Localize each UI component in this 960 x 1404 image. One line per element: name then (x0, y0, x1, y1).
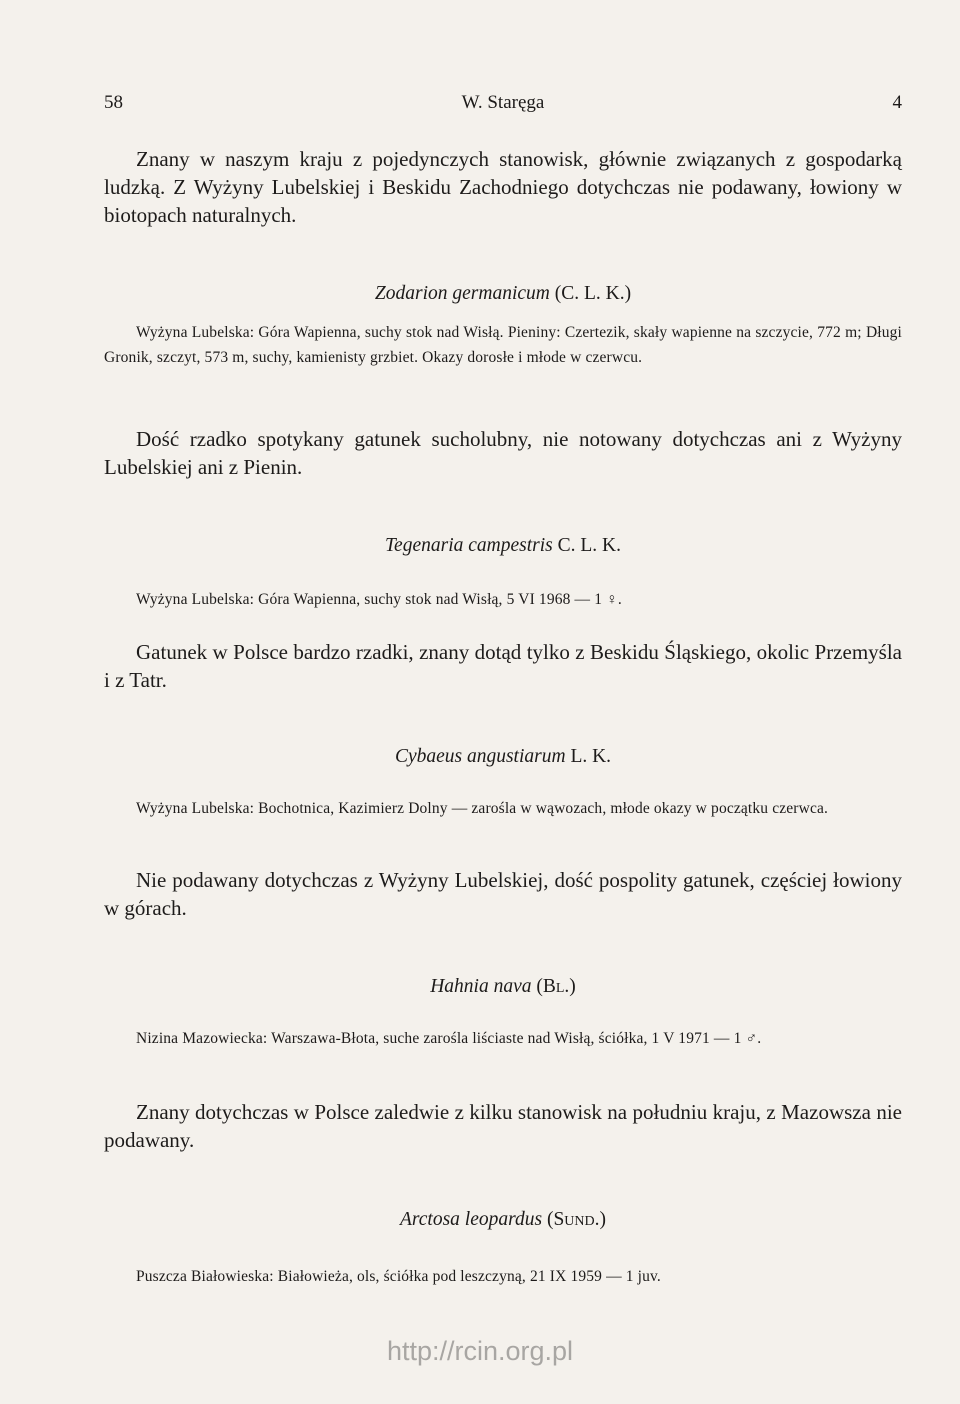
species-author: (C. L. K.) (549, 283, 632, 304)
running-author: W. Staręga (461, 92, 545, 113)
species-name: Cybaeus angustiarum (394, 746, 566, 767)
species-name: Tegenaria campestris (385, 535, 553, 556)
species-author: Sund. (553, 1209, 600, 1230)
records-hahnia: Nizina Mazowiecka: Warszawa-Błota, suche zarośla liściaste nad Wisłą, ściółka, 1 V 1971 — 1 ♂. (136, 1030, 762, 1047)
comment-zodarion: Dość rzadko spotykany gatunek sucholubny, nie notowany dotychczas ani z Wyżyny Lubelskiej ani z Pienin. (104, 427, 902, 479)
species-name: Hahnia nava (430, 976, 532, 997)
species-heading-zodarion (104, 283, 902, 305)
comment-tegenaria: Gatunek w Polsce bardzo rzadki, znany dotąd tylko z Beskidu Śląskiego, okolic Przemyśla i z Tatr. (104, 640, 902, 692)
species-name: Arctosa leopardus (399, 1209, 543, 1230)
species-author: Bl. (542, 976, 570, 997)
species-name: Zodarion germanicum (374, 283, 550, 304)
page-number: 58 (104, 92, 123, 113)
records-tegenaria: Wyżyna Lubelska: Góra Wapienna, suchy stok nad Wisłą, 5 VI 1968 — 1 ♀. (136, 591, 622, 608)
running-header (104, 92, 902, 120)
comment-cybaeus: Nie podawany dotychczas z Wyżyny Lubelskiej, dość pospolity gatunek, częściej łowiony w górach. (104, 868, 902, 920)
paragraph-intro: Znany w naszym kraju z pojedynczych stanowisk, głównie związanych z gospodarką ludzką. Z Wyżyny Lubelskiej i Beskidu Zachodniego dotychczas nie podawany, łowiony w biotopach naturalnych. (104, 147, 902, 227)
records-zodarion: Wyżyna Lubelska: Góra Wapienna, suchy stok nad Wisłą. Pieniny: Czertezik, skały wapienne na szczycie, 772 m; Długi Gronik, szczyt, 573 m, suchy, kamienisty grzbiet. Okazy dorosłe i młode w czerwcu. (104, 324, 902, 366)
species-heading-hahnia: Hahnia nava (Bl.) (430, 976, 576, 997)
species-heading-tegenaria (104, 535, 902, 557)
section-number: 4 (892, 92, 902, 113)
source-url-watermark: http://rcin.org.pl (386, 1336, 574, 1366)
species-heading-cybaeus (104, 746, 902, 768)
records-arctosa: Puszcza Białowieska: Białowieża, ols, ściółka pod leszczyną, 21 IX 1959 — 1 juv. (136, 1268, 661, 1285)
species-author: L. K. (565, 746, 612, 767)
species-author: C. L. K. (552, 535, 621, 556)
records-cybaeus: Wyżyna Lubelska: Bochotnica, Kazimierz Dolny — zarośla w wąwozach, młode okazy w początku czerwca. (136, 800, 829, 817)
species-heading-arctosa: Arctosa leopardus (Sund.) (399, 1209, 607, 1230)
comment-hahnia: Znany dotychczas w Polsce zaledwie z kilku stanowisk na południu kraju, z Mazowsza nie podawany. (104, 1100, 902, 1152)
